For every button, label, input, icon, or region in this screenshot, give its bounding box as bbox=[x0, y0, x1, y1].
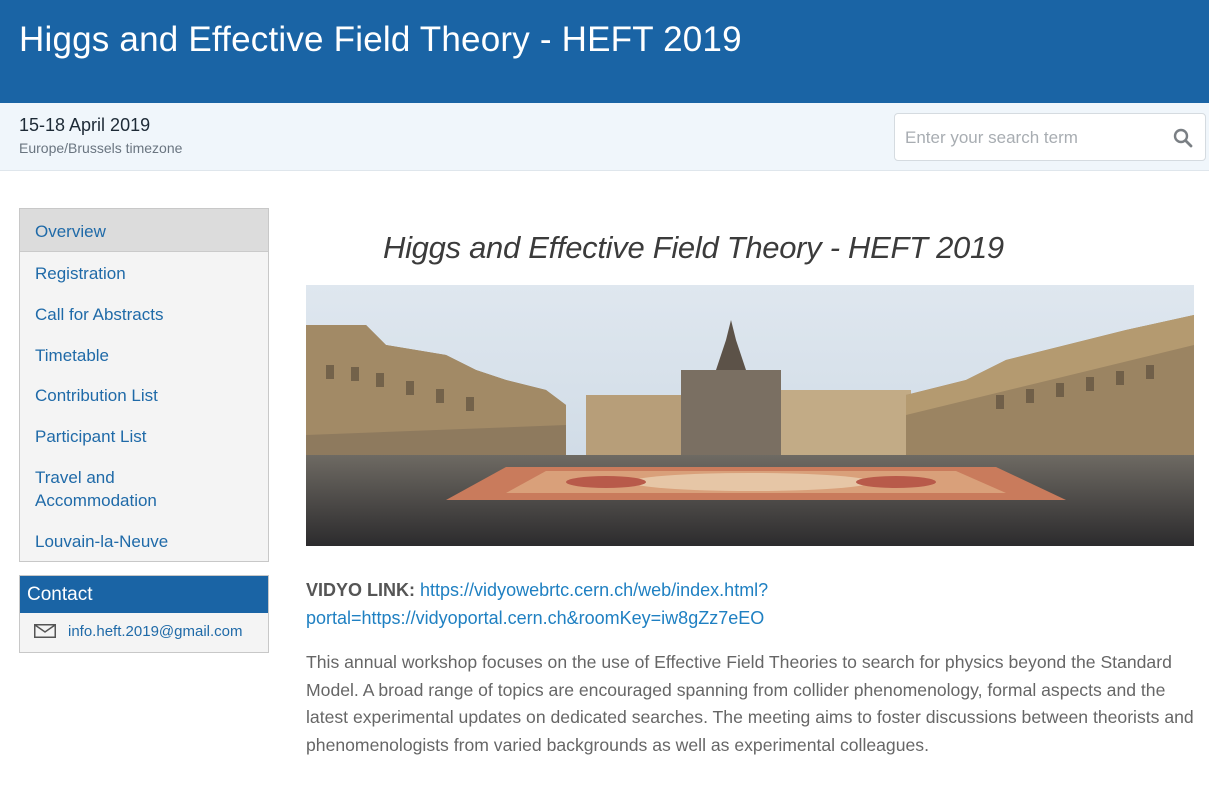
page-header bbox=[0, 0, 1209, 103]
menu-item-timetable[interactable]: Timetable bbox=[35, 346, 110, 365]
menu-item-travel-accommodation[interactable]: Travel and Accommodation bbox=[35, 468, 157, 510]
search-box[interactable] bbox=[894, 113, 1206, 161]
menu-item-call-for-abstracts[interactable]: Call for Abstracts bbox=[35, 305, 164, 324]
menu-item-registration[interactable]: Registration bbox=[35, 264, 126, 283]
search-input[interactable] bbox=[905, 124, 1155, 152]
vidyo-label: VIDYO LINK: bbox=[306, 580, 416, 600]
mail-icon bbox=[34, 624, 56, 638]
grand-place-banner-image bbox=[306, 285, 1194, 546]
event-title[interactable]: Higgs and Effective Field Theory - HEFT 2019 bbox=[19, 20, 742, 59]
main-title: Higgs and Effective Field Theory - HEFT 2019 bbox=[383, 230, 1004, 265]
vidyo-link[interactable]: https://vidyowebrtc.cern.ch/web/index.html? portal=https://vidyoportal.cern.ch&roomKey=iw8gZz7eEO bbox=[306, 580, 769, 628]
contact-heading: Contact bbox=[20, 576, 268, 613]
event-dates: 15-18 April 2019 bbox=[19, 115, 151, 135]
event-info-bar bbox=[0, 103, 1209, 171]
event-description: This annual workshop focuses on the use of Effective Field Theories to search for physics beyond the Standard Model. A broad range of topics are encouraged spanning from collider phenomenology, formal aspects and the latest experimental updates on dedicated searches. The meeting aims to foster discussions between theorists and phenomenologists from varied backgrounds as well as experimental colleagues. bbox=[306, 652, 1194, 755]
menu-item-louvain-la-neuve[interactable]: Louvain-la-Neuve bbox=[35, 532, 169, 551]
vidyo-link-paragraph bbox=[306, 576, 1186, 632]
event-menu bbox=[19, 208, 269, 562]
contact-email-link[interactable]: info.heft.2019@gmail.com bbox=[68, 623, 243, 640]
contact-box bbox=[19, 575, 269, 653]
search-icon[interactable] bbox=[1173, 128, 1193, 148]
event-timezone: Europe/Brussels timezone bbox=[19, 140, 183, 156]
menu-item-overview[interactable]: Overview bbox=[20, 209, 268, 252]
menu-item-contribution-list[interactable]: Contribution List bbox=[35, 386, 158, 405]
menu-item-participant-list[interactable]: Participant List bbox=[35, 427, 147, 446]
